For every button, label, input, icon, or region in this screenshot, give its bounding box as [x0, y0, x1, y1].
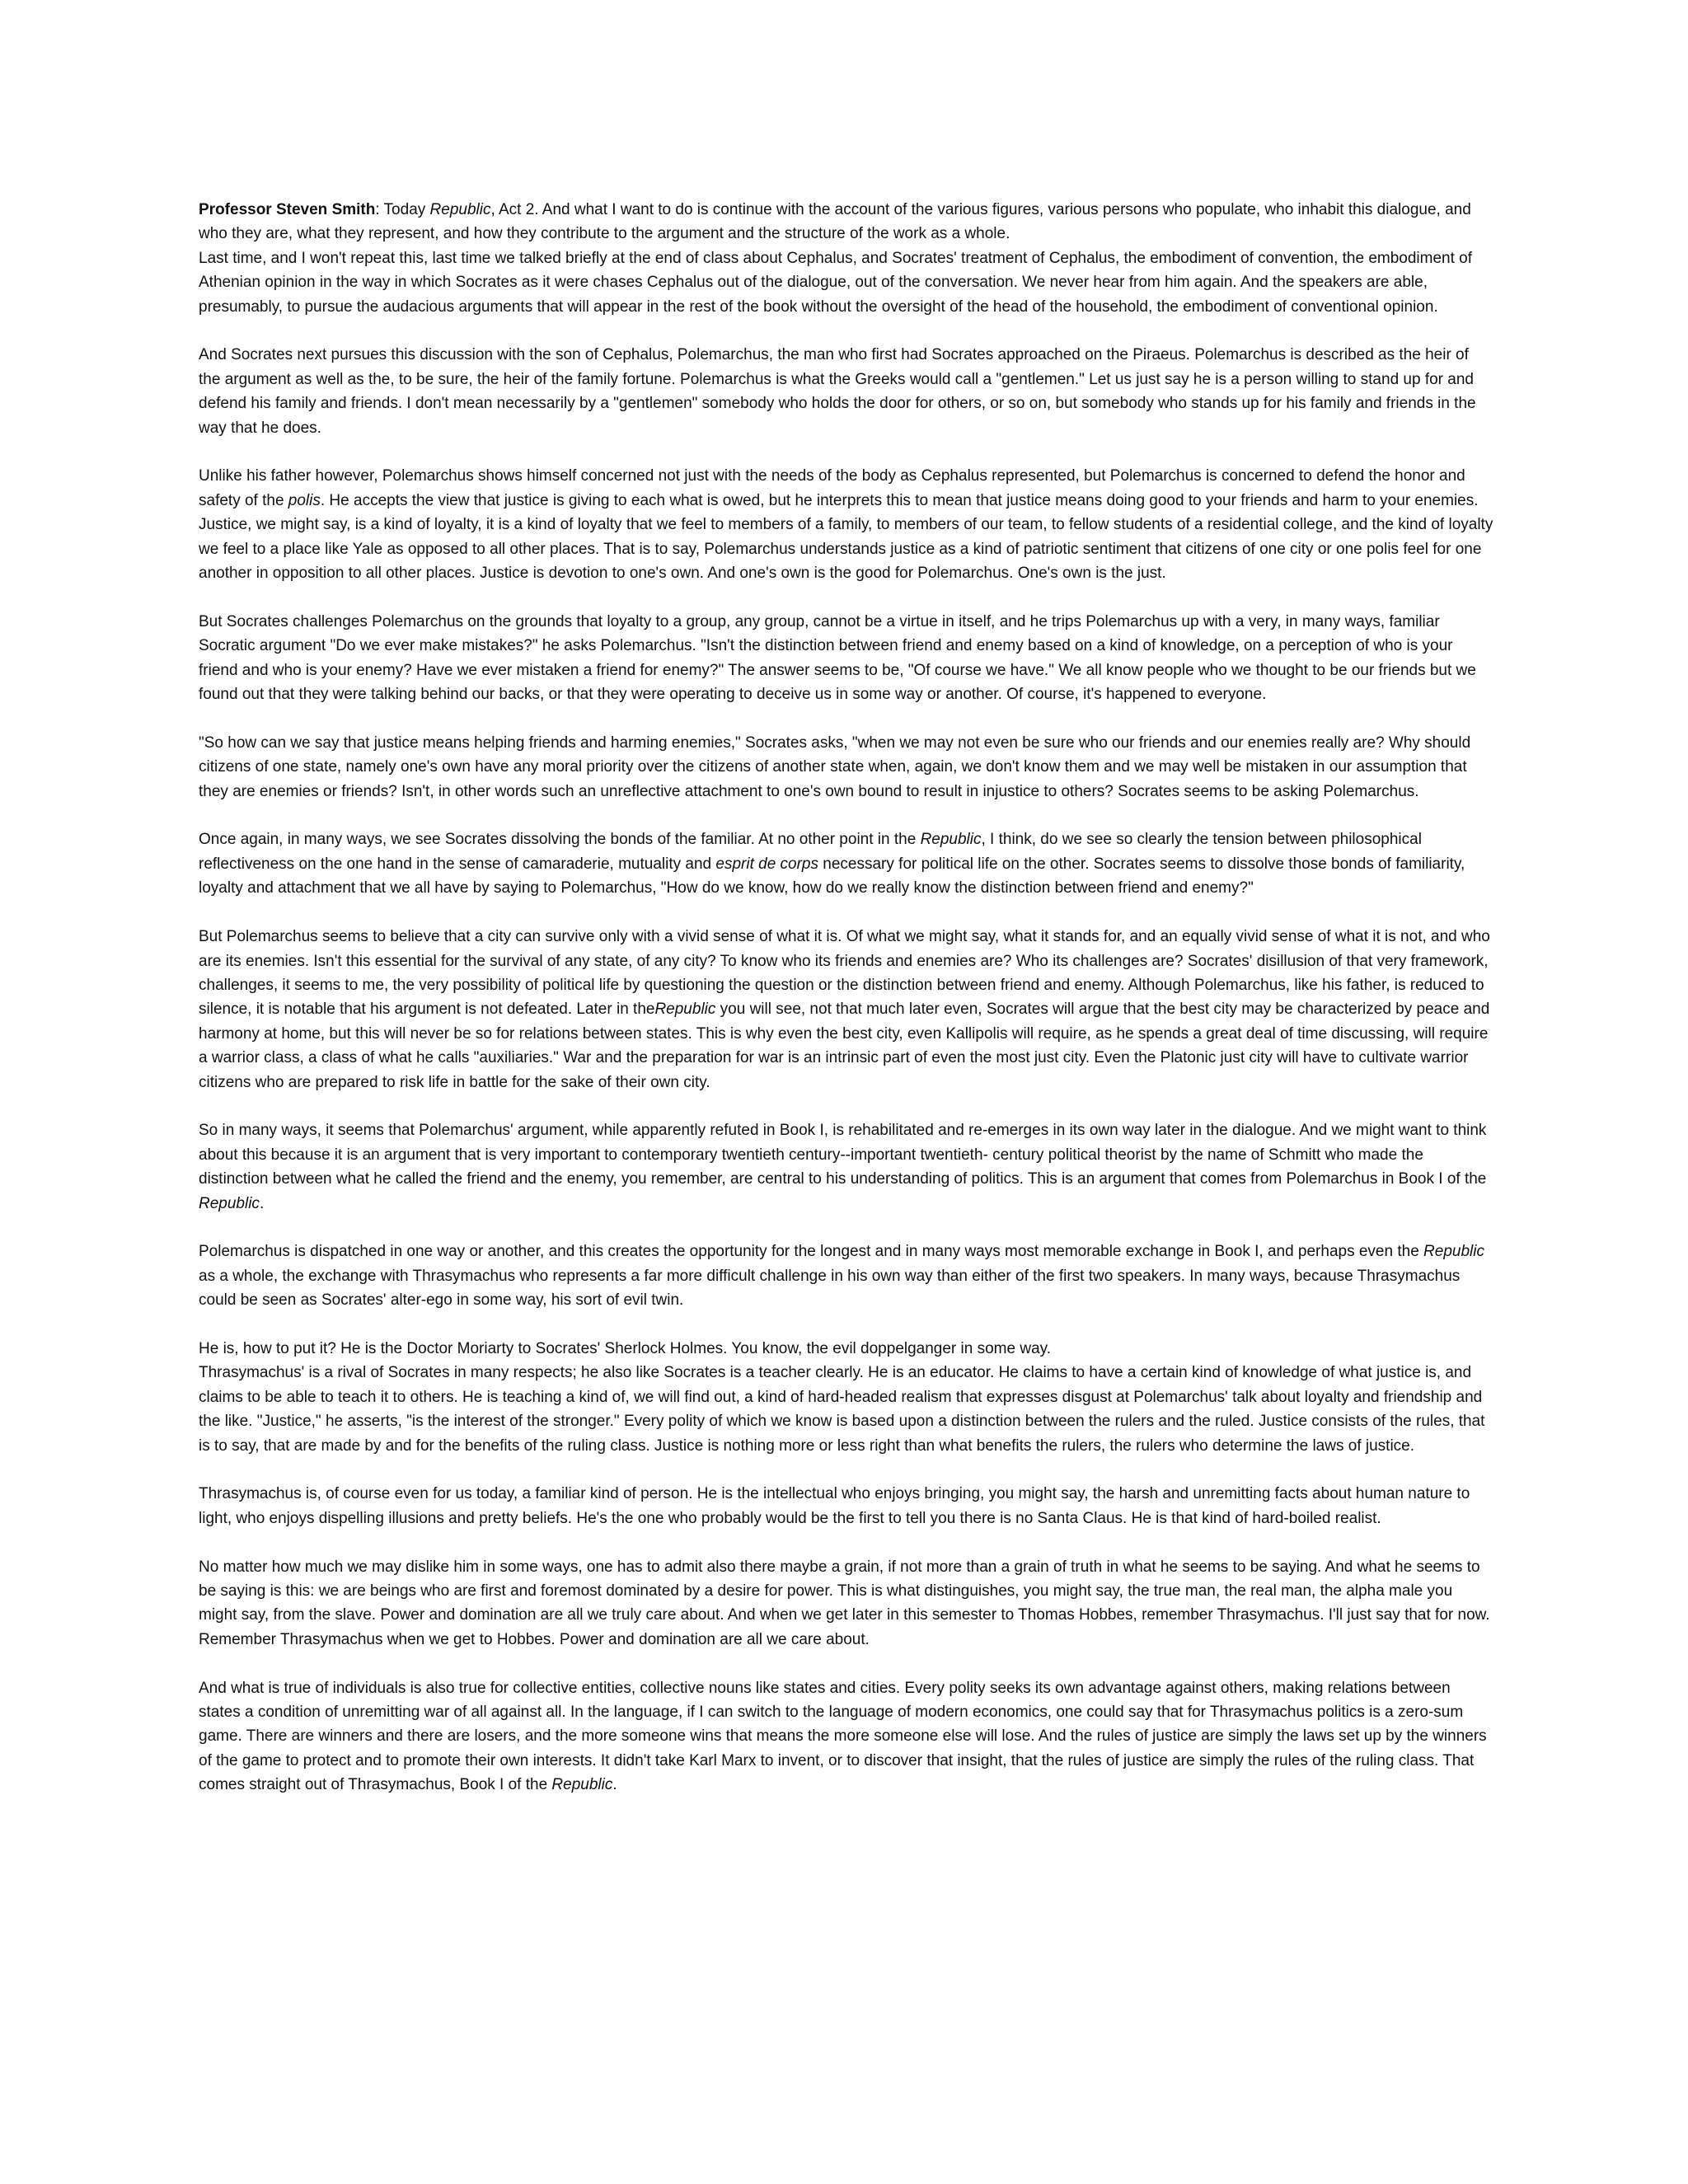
text-run: Once again, in many ways, we see Socrates dissolving the bonds of the familiar. At no other point in the [199, 831, 921, 849]
text-run: . [612, 1776, 617, 1794]
text-run: : Today [375, 201, 430, 218]
paragraph [199, 1240, 1494, 1312]
italic-text: Republic [920, 831, 982, 849]
text-run: as a whole, the exchange with Thrasymachus who represents a far more difficult challenge in his own way than either of the first two speakers. In many ways, because Thrasymachus could be seen as Socrates' alter-ego in some way, his sort of evil twin. [199, 1267, 1461, 1310]
text-run: No matter how much we may dislike him in some ways, one has to admit also there maybe a grain, if not more than a grain of truth in what he seems to be saying. And what he seems to be saying is this: we are beings who are first and foremost dominated by a desire for power. This is what distinguishes, you might say, the true man, the real man, the alpha male you might say, from the slave. Power and domination are all we truly care about. And when we get later in this semester to Thomas Hobbes, remember Thrasymachus. I'll just say that for now. Remember Thrasymachus when we get to Hobbes. Power and domination are all we care about. [199, 1558, 1490, 1648]
italic-text: Republic [199, 1194, 260, 1212]
text-run: , I think, do we see so clearly the tension between philosophical reflectiveness on the one hand in the sense of camaraderie, mutuality and [199, 831, 1422, 873]
text-run: you will see, not that much later even, Socrates will argue that the best city may be characterized by peace and harmony at home, but this will never be so for relations between states. This is why even the best city, even Kallipolis will require, as he spends a great deal of time discussing, will require a warrior class, a class of what he calls "auxiliaries." War and the preparation for war is an intrinsic part of even the most just city. Even the Platonic just city will have to cultivate warrior citizens who are prepared to risk life in battle for the sake of their own city. [199, 1001, 1490, 1091]
paragraph [199, 246, 1494, 319]
paragraph [199, 731, 1494, 804]
text-run: And Socrates next pursues this discussion with the son of Cephalus, Polemarchus, the man who first had Socrates approached on the Piraeus. Polemarchus is described as the heir of the argument as well as the, to be sure, the heir of the family fortune. Polemarchus is what the Greeks would call a "gentlemen." Let us just say he is a person willing to stand up for and defend his family and friends. I don't mean necessarily by a "gentlemen" somebody who holds the door for others, or so on, but somebody who stands up for his family and friends in the way that he does. [199, 346, 1476, 437]
text-run: . He accepts the view that justice is giving to each what is owed, but he interprets this to mean that justice means doing good to your friends and harm to your enemies. Justice, we might say, is a kind of loyalty, it is a kind of loyalty that we feel to members of a family, to members of our team, to fellow students of a residential college, and the kind of loyalty we feel to a place like Yale as opposed to all other places. That is to say, Polemarchus understands justice as a kind of patriotic sentiment that citizens of one city or one polis feel for one another in opposition to all other places. Justice is devotion to one's own. And one's own is the good for Polemarchus. One's own is the just. [199, 491, 1493, 583]
italic-text: polis [288, 491, 321, 509]
paragraph [199, 464, 1494, 585]
italic-text: Republic [429, 201, 491, 218]
paragraph [199, 1482, 1494, 1530]
text-run: Thrasymachus' is a rival of Socrates in many respects; he also like Socrates is a teacher clearly. He is an educator. He claims to have a certain kind of knowledge of what justice is, and claims to be able to teach it to others. He is teaching a kind of, we will find out, a kind of hard-headed realism that expresses disgust at Polemarchus' talk about loyalty and friendship and the like. "Justice," he asserts, "is the interest of the stronger." Every polity of which we know is based upon a distinction between the rulers and the ruled. Justice consists of the rules, that is to say, that are made by and for the benefits of the ruling class. Justice is nothing more or less right than what benefits the rulers, the rulers who determine the laws of justice. [199, 1364, 1485, 1455]
text-run: necessary for political life on the other. Socrates seems to dissolve those bonds of familiarity, loyalty and attachment that we all have by saying to Polemarchus, "How do we know, how do we really know the distinction between friend and enemy?" [199, 855, 1465, 898]
italic-text: Republic [1423, 1243, 1484, 1261]
text-run: , Act 2. And what I want to do is continue with the account of the various figures, various persons who populate, who inhabit this dialogue, and who they are, what they represent, and how they contribute to the argument and the structure of the work as a whole. [199, 201, 1471, 243]
paragraph [199, 1337, 1494, 1361]
text-run: . [259, 1194, 265, 1212]
text-run: But Socrates challenges Polemarchus on the grounds that loyalty to a group, any group, cannot be a virtue in itself, and he trips Polemarchus up with a very, in many ways, familiar Socratic argument "Do we ever make mistakes?" he asks Polemarchus. "Isn't the distinction between friend and enemy based on a kind of knowledge, on a perception of who is your friend and who is your enemy? Have we ever mistaken a friend for enemy?" The answer seems to be, "Of course we have." We all know people who we thought to be our friends but we found out that they were talking behind our backs, or that they were operating to deceive us in some way or another. Of course, it's happened to everyone. [199, 612, 1476, 704]
text-run: Thrasymachus is, of course even for us today, a familiar kind of person. He is the intellectual who enjoys bringing, you might say, the harsh and unremitting facts about human nature to light, who enjoys dispelling illusions and pretty beliefs. He's the one who probably would be the first to tell you there is no Santa Claus. He is that kind of hard-boiled realist. [199, 1485, 1470, 1527]
paragraph [199, 1555, 1494, 1652]
paragraph [199, 343, 1494, 440]
text-run: Polemarchus is dispatched in one way or another, and this creates the opportunity for the longest and in many ways most memorable exchange in Book I, and perhaps even the [199, 1243, 1424, 1261]
paragraph [199, 610, 1494, 707]
italic-text: Republic [551, 1776, 613, 1794]
text-run: And what is true of individuals is also true for collective entities, collective nouns like states and cities. Every polity seeks its own advantage against others, making relations between states a condition of unremitting war of all against all. In the language, if I can switch to the language of modern economics, one could say that for Thrasymachus politics is a zero-sum game. There are winners and there are losers, and the more someone wins that means the more someone else will lose. And the rules of justice are simply the laws set up by the winners of the game to protect and to promote their own interests. It didn't take Karl Marx to invent, or to discover that insight, that the rules of justice are simply the rules of the ruling class. That comes straight out of Thrasymachus, Book I of the [199, 1679, 1487, 1794]
document-page [199, 198, 1494, 1797]
text-run: But Polemarchus seems to believe that a city can survive only with a vivid sense of what it is. Of what we might say, what it stands for, and an equally vivid sense of what it is not, and who are its enemies. Isn't this essential for the survival of any state, of any city? To know who its friends and enemies are? Who its challenges are? Socrates' disillusion of that very framework, challenges, it seems to me, the very possibility of political life by questioning the question or the distinction between friend and enemy. Although Polemarchus, like his father, is reduced to silence, it is notable that his argument is not defeated. Later in the [199, 928, 1490, 1019]
paragraph [199, 1361, 1494, 1458]
speaker-name: Professor Steven Smith [199, 201, 376, 218]
text-run: "So how can we say that justice means helping friends and harming enemies," Socrates asks, "when we may not even be sure who our friends and our enemies really are? Why should citizens of one state, namely one's own have any moral priority over the citizens of another state when, again, we don't know them and we may well be mistaken in our assumption that they are enemies or friends? Isn't, in other words such an unreflective attachment to one's own bound to result in injustice to others? Socrates seems to be asking Polemarchus. [199, 733, 1471, 800]
paragraph [199, 1118, 1494, 1216]
paragraph [199, 198, 1494, 246]
paragraph [199, 925, 1494, 1094]
text-run: Last time, and I won't repeat this, last time we talked briefly at the end of class about Cephalus, and Socrates' treatment of Cephalus, the embodiment of convention, the embodiment of Athenian opinion in the way in which Socrates as it were chases Cephalus out of the dialogue, out of the conversation. We never hear from him again. And the speakers are able, presumably, to pursue the audacious arguments that will appear in the rest of the book without the oversight of the head of the household, the embodiment of conventional opinion. [199, 249, 1473, 316]
paragraph [199, 827, 1494, 900]
text-run: So in many ways, it seems that Polemarchus' argument, while apparently refuted in Book I, is rehabilitated and re-emerges in its own way later in the dialogue. And we might want to think about this because it is an argument that is very important to contemporary twentieth century--important twentieth- century political theorist by the name of Schmitt who made the distinction between what he called the friend and the enemy, you remember, are central to his understanding of politics. This is an argument that comes from Polemarchus in Book I of the [199, 1122, 1487, 1188]
paragraph [199, 1676, 1494, 1797]
italic-text: esprit de corps [715, 855, 819, 873]
text-run: He is, how to put it? He is the Doctor Moriarty to Socrates' Sherlock Holmes. You know, the evil doppelganger in some way. [199, 1339, 1052, 1357]
italic-text: Republic [654, 1001, 716, 1019]
text-run: Unlike his father however, Polemarchus shows himself concerned not just with the needs of the body as Cephalus represented, but Polemarchus is concerned to defend the honor and safety of the [199, 467, 1465, 509]
